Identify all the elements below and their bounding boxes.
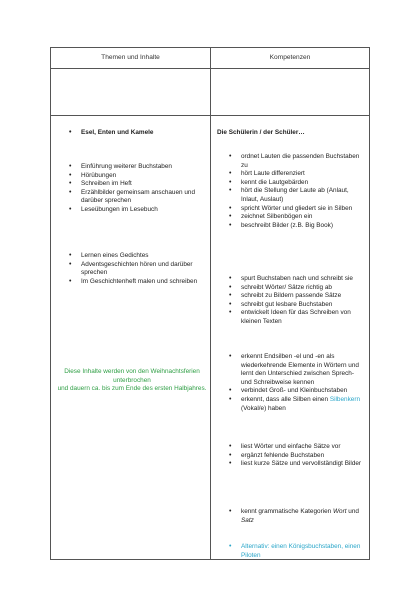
item-text: und xyxy=(346,508,359,515)
alternative-item: • Alternativ: einen Königsbuchstaben, einen Piloten xyxy=(241,543,366,560)
list-item: • entwickelt Ideen für das Schreiben von kleinen Texten xyxy=(241,309,366,326)
list-item: • beschreibt Bilder (z.B. Big Book) xyxy=(241,222,366,231)
list-item xyxy=(241,396,366,413)
list-item: • schreibt Wörter/ Sätze richtig ab xyxy=(241,284,366,293)
column-divider xyxy=(210,48,211,559)
list-item: • Leseübungen im Lesebuch xyxy=(81,206,206,215)
list-item: • zeichnet Silbenbögen ein xyxy=(241,213,366,222)
topic-list xyxy=(81,129,206,138)
list-item xyxy=(241,508,366,525)
header-competences: Kompetenzen xyxy=(269,54,311,61)
competence-list-2 xyxy=(241,275,366,327)
list-item: • Schreiben im Heft xyxy=(81,180,206,189)
list-item: • verbindet Groß- und Kleinbuchstaben xyxy=(241,387,366,396)
topic-title: • Esel, Enten und Kamele xyxy=(81,129,206,138)
silbenkern-highlight: Silbenkern xyxy=(329,395,361,403)
item-text: (Vokal/e) haben xyxy=(241,404,286,412)
schedule-note-line-1: Diese Inhalte werden von den Weihnachtsferien unterbrochen xyxy=(64,368,200,384)
list-item: • spurt Buchstaben nach und schreibt sie xyxy=(241,275,366,284)
term-wort: Wort xyxy=(333,508,347,515)
list-item: • liest kurze Sätze und vervollständigt Bilder xyxy=(241,460,366,469)
header-themes: Themen und Inhalte xyxy=(101,54,160,61)
list-item: • spricht Wörter und gliedert sie in Silben xyxy=(241,205,366,214)
item-text: erkennt, dass alle Silben einen xyxy=(241,395,330,403)
content-list-1 xyxy=(81,163,206,215)
list-item: • Lernen eines Gedichtes xyxy=(81,252,206,261)
list-item: • Hörübungen xyxy=(81,172,206,181)
spacer-row xyxy=(51,68,369,116)
schedule-note xyxy=(57,368,207,394)
list-item: • Erzählbilder gemeinsam anschauen und darüber sprechen xyxy=(81,189,206,206)
header-row xyxy=(51,48,369,69)
competence-list-6 xyxy=(241,543,366,560)
competence-list-1 xyxy=(241,153,366,230)
item-text: kennt grammatische Kategorien xyxy=(241,508,334,515)
competence-list-3 xyxy=(241,353,366,413)
list-item: • erkennt Endsilben -el und -en als wiederkehrende Elemente in Wörtern und lernt den Unterschied zwischen Sprech- und Schreibweise kennen xyxy=(241,353,366,387)
list-item: • ergänzt fehlende Buchstaben xyxy=(241,452,366,461)
list-item: • schreibt gut lesbare Buchstaben xyxy=(241,301,366,310)
list-item: • liest Wörter und einfache Sätze vor xyxy=(241,443,366,452)
list-item: • schreibt zu Bildern passende Sätze xyxy=(241,292,366,301)
list-item: • Im Geschichtenheft malen und schreiben xyxy=(81,278,206,287)
schedule-note-line-2: und dauern ca. bis zum Ende des ersten Halbjahres. xyxy=(57,385,207,393)
list-item: • Adventsgeschichten hören und darüber sprechen xyxy=(81,261,206,278)
competence-list-5 xyxy=(241,508,366,525)
competences-heading: Die Schülerin / der Schüler… xyxy=(217,129,305,136)
list-item: • hört Laute differenziert xyxy=(241,170,366,179)
list-item: • ordnet Lauten die passenden Buchstaben zu xyxy=(241,153,366,170)
list-item: • Einführung weiterer Buchstaben xyxy=(81,163,206,172)
content-list-2 xyxy=(81,252,206,286)
list-item: • hört die Stellung der Laute ab (Anlaut, Inlaut, Auslaut) xyxy=(241,187,366,204)
competence-list-4 xyxy=(241,443,366,469)
curriculum-table xyxy=(50,47,370,560)
list-item: • kennt die Lautgebärden xyxy=(241,179,366,188)
term-satz: Satz xyxy=(241,516,254,524)
